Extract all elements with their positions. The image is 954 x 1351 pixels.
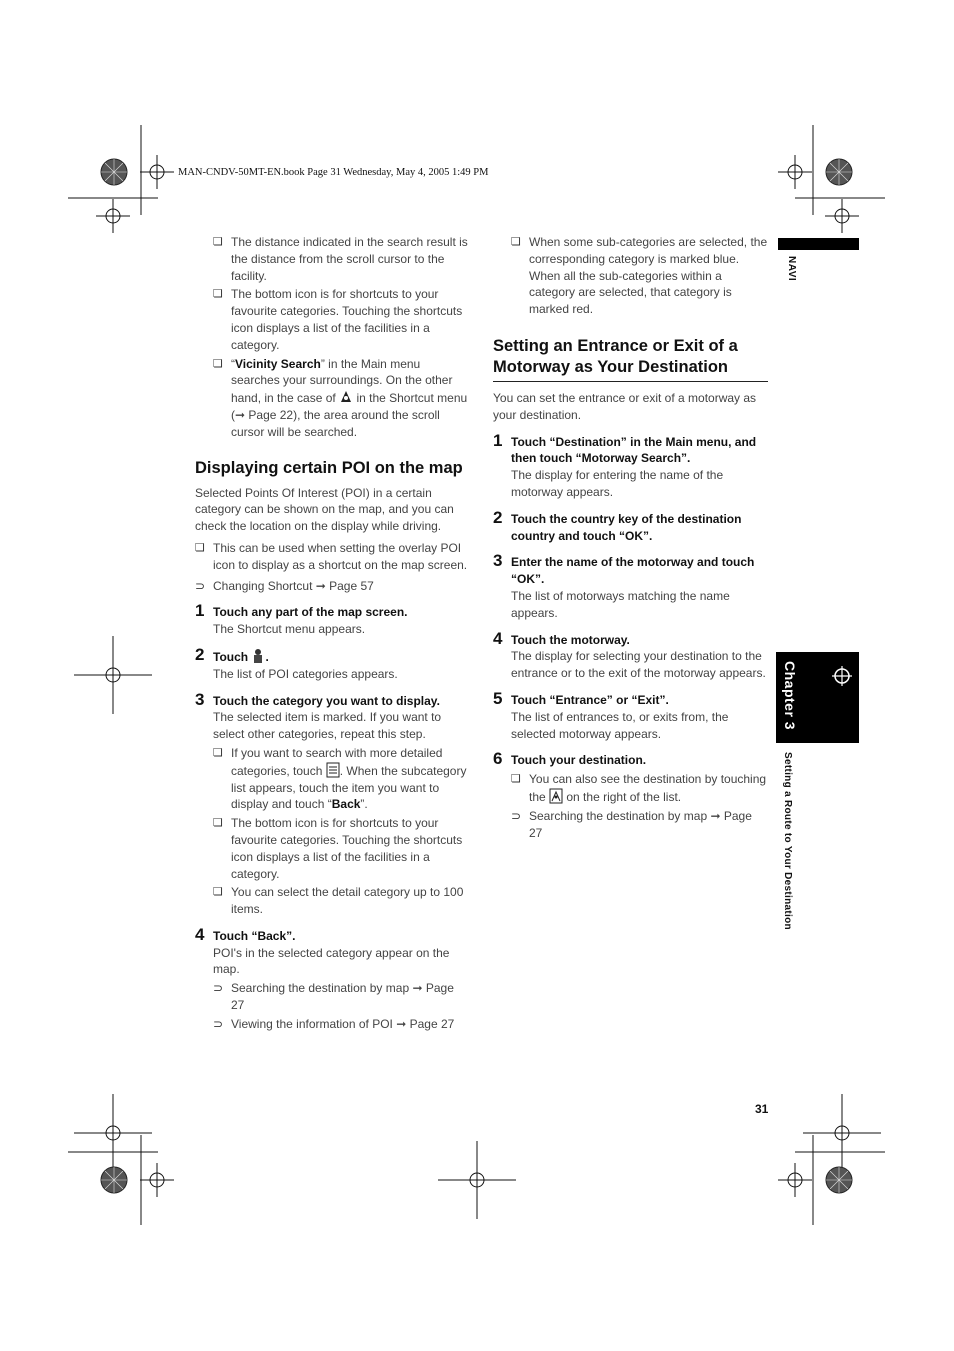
- motorway-step-3: [493, 551, 768, 621]
- step-body: The list of motorways matching the name appears.: [511, 588, 730, 620]
- poi-step-4: [195, 924, 470, 1033]
- section-heading-motorway: Setting an Entrance or Exit of a Motorway as Your Destination: [493, 336, 768, 382]
- poi-intro-ref: ⊃ Changing Shortcut ➞ Page 57: [195, 578, 470, 595]
- poi-step-1: [195, 601, 470, 638]
- motorway-step-6: [493, 749, 768, 841]
- step-title: Enter the name of the motorway and touch “OK”.: [511, 555, 755, 587]
- step-number: 1: [493, 430, 503, 450]
- section-side-label: Setting a Route to Your Destination: [782, 752, 793, 930]
- vicinity-search-label: Vicinity Search: [235, 356, 321, 371]
- list-detail-icon: [326, 762, 340, 778]
- step4-ref-info: ⊃ Viewing the information of POI ➞ Page 27: [213, 1016, 470, 1033]
- step-title: Touch the category you want to display.: [213, 693, 440, 708]
- back-label: Back: [331, 797, 361, 812]
- step-number: 2: [195, 644, 205, 664]
- step-number: 4: [195, 924, 205, 944]
- shortcut-poi-icon: [339, 389, 353, 405]
- step-number: 3: [195, 689, 205, 709]
- step3-note-limit: ❏ You can select the detail category up to 100 items.: [213, 884, 470, 918]
- step-title: Touch “Entrance” or “Exit”.: [511, 692, 669, 707]
- note-subcategories: ❏ When some sub-categories are selected, the corresponding category is marked blue. When all the sub-categories within a category are selected, that category is marked red.: [511, 234, 768, 318]
- step-body: The selected item is marked. If you want to select other categories, repeat this step.: [213, 710, 442, 742]
- step-body: POI's in the selected category appear on the map.: [213, 945, 450, 977]
- section-heading-poi: Displaying certain POI on the map: [195, 458, 463, 477]
- step-body: The list of entrances to, or exits from, the selected motorway appears.: [511, 709, 729, 741]
- print-header: MAN-CNDV-50MT-EN.book Page 31 Wednesday, May 4, 2005 1:49 PM: [178, 167, 489, 178]
- step-title: Touch “Destination” in the Main menu, and then touch “Motorway Search”.: [511, 434, 757, 466]
- navi-tab-bar: [778, 238, 859, 250]
- poi-step-3: [195, 689, 470, 918]
- note-vicinity-search: ❏ “Vicinity Search” in the Main menu searches your surroundings. On the other hand, in the case of in the Shortcut menu (➞ Page 22), the area around the scroll cursor will be searched.: [213, 356, 470, 441]
- step-title: Touch the country key of the destination country and touch “OK”.: [511, 511, 742, 543]
- step3-note-shortcut: ❏ The bottom icon is for shortcuts to your favourite categories. Touching the shortcuts icon displays a list of the facilities in a category.: [213, 815, 470, 882]
- step-body: The display for selecting your destination to the entrance or to the exit of the motorway appears.: [511, 649, 766, 681]
- step-number: 3: [493, 551, 503, 571]
- poi-shortcut-icon: [251, 648, 265, 664]
- motorway-step-2: [493, 507, 768, 545]
- step4-ref-map: ⊃ Searching the destination by map ➞ Page 27: [213, 980, 470, 1014]
- motorway-step-5: [493, 688, 768, 742]
- right-column: [493, 234, 768, 843]
- step-number: 1: [195, 601, 205, 621]
- step-title: Touch .: [213, 649, 269, 664]
- step-title: Touch “Back”.: [213, 928, 296, 943]
- chapter-label: Chapter 3: [782, 661, 798, 731]
- navi-label: NAVI: [786, 256, 797, 282]
- map-view-icon: [549, 788, 563, 804]
- page-number: 31: [755, 1102, 769, 1116]
- step-number: 2: [493, 507, 503, 527]
- step-number: 4: [493, 628, 503, 648]
- step-body: The Shortcut menu appears.: [213, 622, 366, 637]
- step-body: The list of POI categories appears.: [213, 666, 398, 681]
- step3-note-detail: ❏ If you want to search with more detailed categories, touch . When the subcategory list appears, touch the item you want to display and touch “Back”.: [213, 745, 470, 813]
- left-column: [195, 234, 470, 1035]
- step6-note: ❏ You can also see the destination by touching the on the right of the list.: [511, 771, 768, 806]
- note-bottom-icon: ❏ The bottom icon is for shortcuts to your favourite categories. Touching the shortcuts icon displays a list of the facilities in a category.: [213, 286, 470, 353]
- poi-step-2: [195, 644, 470, 683]
- step-title: Touch any part of the map screen.: [213, 605, 408, 620]
- motorway-intro: You can set the entrance or exit of a motorway as your destination.: [493, 390, 757, 422]
- note-distance: ❏ The distance indicated in the search result is the distance from the scroll cursor to the facility.: [213, 234, 470, 284]
- step-number: 5: [493, 688, 503, 708]
- step6-ref: ⊃ Searching the destination by map ➞ Page 27: [511, 808, 768, 842]
- step-title: Touch your destination.: [511, 753, 647, 768]
- poi-intro-note: ❏ This can be used when setting the overlay POI icon to display as a shortcut on the map screen.: [195, 540, 470, 574]
- step-number: 6: [493, 749, 503, 769]
- poi-intro: Selected Points Of Interest (POI) in a certain category can be shown on the map, and you can check the location on the display while driving.: [195, 485, 454, 534]
- motorway-step-1: [493, 430, 768, 501]
- chapter-crosshair-icon: [832, 666, 852, 686]
- step-body: The display for entering the name of the motorway appears.: [511, 468, 724, 499]
- motorway-step-4: [493, 628, 768, 682]
- step-title: Touch the motorway.: [511, 632, 630, 647]
